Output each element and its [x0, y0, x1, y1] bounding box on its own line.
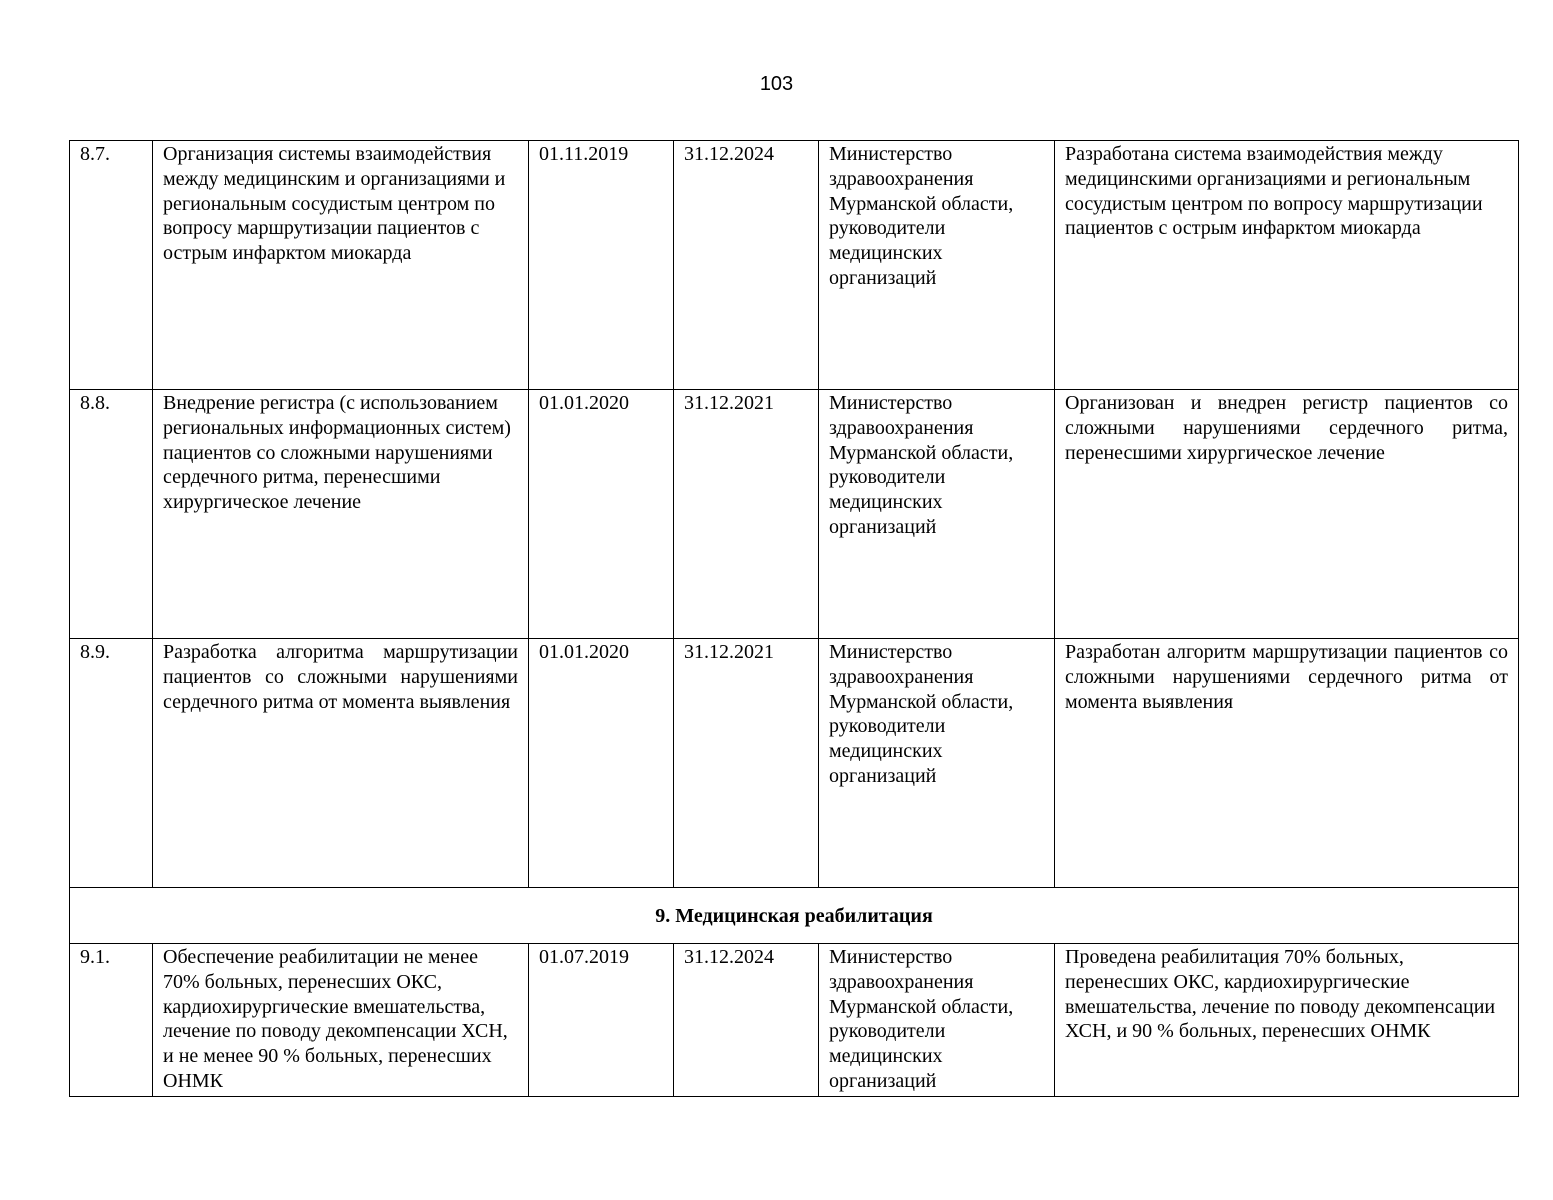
section-title: 9. Медицинская реабилитация — [70, 888, 1519, 944]
result-cell: Разработана система взаимодействия между медицинскими организациями и региональным сосудистым центром по вопросу маршрутизации пациентов с острым инфарктом миокарда — [1055, 141, 1519, 390]
start-date-cell: 01.01.2020 — [529, 390, 674, 639]
row-number: 9.1. — [70, 944, 153, 1097]
section-header-row — [70, 888, 1519, 944]
activity-cell: Обеспечение реабилитации не менее 70% больных, перенесших ОКС, кардиохирургические вмешательства, лечение по поводу декомпенсации ХСН, и не менее 90 % больных, перенесших ОНМК — [153, 944, 529, 1097]
table-row — [70, 944, 1519, 1097]
result-cell: Разработан алгоритм маршрутизации пациентов со сложными нарушениями сердечного ритма от момента выявления — [1055, 639, 1519, 888]
table-row — [70, 639, 1519, 888]
end-date-cell: 31.12.2021 — [674, 639, 819, 888]
table-row — [70, 141, 1519, 390]
activity-cell: Разработка алгоритма маршрутизации пациентов со сложными нарушениями сердечного ритма от момента выявления — [153, 639, 529, 888]
responsible-cell: Министерство здравоохранения Мурманской области, руководители медицинских организаций — [819, 639, 1055, 888]
start-date-cell: 01.01.2020 — [529, 639, 674, 888]
start-date-cell: 01.07.2019 — [529, 944, 674, 1097]
row-number: 8.9. — [70, 639, 153, 888]
table-row — [70, 390, 1519, 639]
end-date-cell: 31.12.2024 — [674, 944, 819, 1097]
responsible-cell: Министерство здравоохранения Мурманской области, руководители медицинских организаций — [819, 390, 1055, 639]
responsible-cell: Министерство здравоохранения Мурманской области, руководители медицинских организаций — [819, 944, 1055, 1097]
action-plan-table — [69, 140, 1519, 1097]
page-number: 103 — [759, 73, 794, 95]
result-cell: Проведена реабилитация 70% больных, перенесших ОКС, кардиохирургические вмешательства, лечение по поводу декомпенсации ХСН, и 90 % больных, перенесших ОНМК — [1055, 944, 1519, 1097]
start-date-cell: 01.11.2019 — [529, 141, 674, 390]
activity-cell: Организация системы взаимодействия между медицинским и организациями и региональным сосудистым центром по вопросу маршрутизации пациентов с острым инфарктом миокарда — [153, 141, 529, 390]
activity-cell: Внедрение регистра (с использованием региональных информационных систем) пациентов со сложными нарушениями сердечного ритма, перенесшими хирургическое лечение — [153, 390, 529, 639]
end-date-cell: 31.12.2024 — [674, 141, 819, 390]
row-number: 8.7. — [70, 141, 153, 390]
end-date-cell: 31.12.2021 — [674, 390, 819, 639]
result-cell: Организован и внедрен регистр пациентов со сложными нарушениями сердечного ритма, перенесшими хирургическое лечение — [1055, 390, 1519, 639]
row-number: 8.8. — [70, 390, 153, 639]
responsible-cell: Министерство здравоохранения Мурманской области, руководители медицинских организаций — [819, 141, 1055, 390]
